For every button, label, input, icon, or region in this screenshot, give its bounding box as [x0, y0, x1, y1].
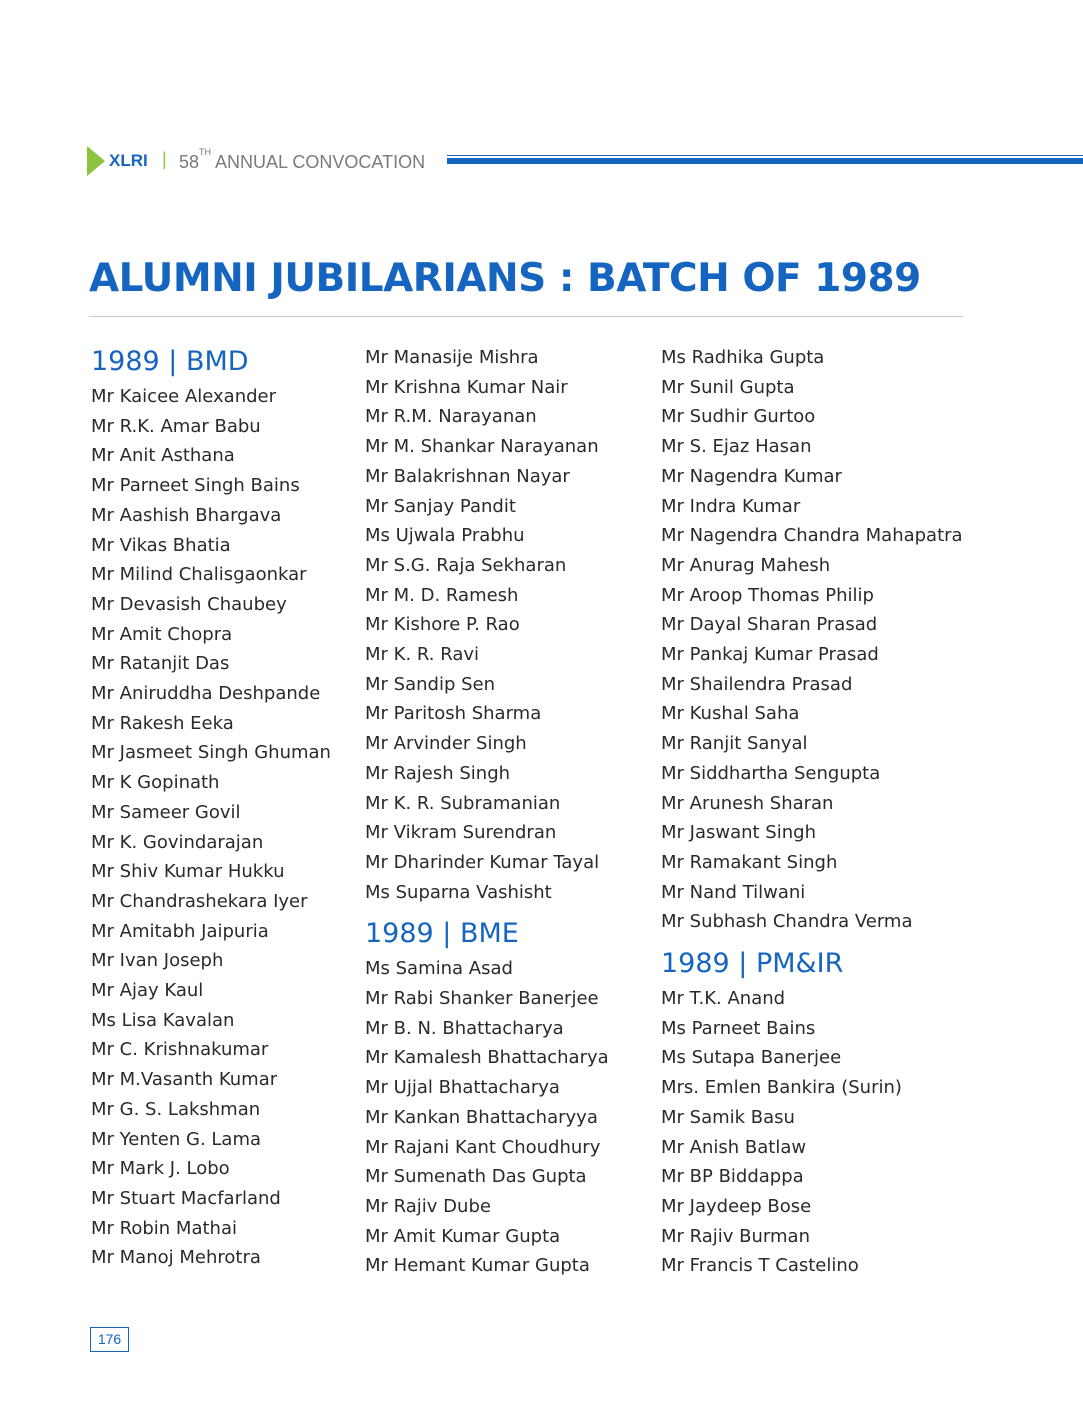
list-item: Mr Rabi Shanker Banerjee: [365, 988, 599, 1010]
list-item: Ms Samina Asad: [365, 958, 513, 980]
name-list-bmd: [91, 382, 331, 1273]
list-item: Mr Amitabh Jaipuria: [91, 920, 269, 942]
list-item: Mr Arvinder Singh: [365, 733, 527, 755]
list-item: Mr Rakesh Eeka: [91, 712, 234, 734]
list-item: Mr Robin Mathai: [91, 1217, 237, 1239]
list-item: Mr Kamalesh Bhattacharya: [365, 1047, 609, 1069]
list-item: Mr Dharinder Kumar Tayal: [365, 851, 600, 873]
list-item: Mr Stuart Macfarland: [91, 1187, 281, 1209]
list-item: Ms Suparna Vashisht: [365, 881, 552, 903]
list-item: Mr Kankan Bhattacharyya: [365, 1106, 598, 1128]
list-item: Mr Jaswant Singh: [661, 822, 816, 844]
list-item: Ms Sutapa Banerjee: [661, 1047, 842, 1069]
list-item: Mr Sameer Govil: [91, 801, 241, 823]
list-item: Mr Amit Chopra: [91, 623, 233, 645]
list-item: Mr Aniruddha Deshpande: [91, 683, 321, 705]
name-list-bme-continued: [661, 343, 963, 937]
list-item: Mr Devasish Chaubey: [91, 593, 287, 615]
list-item: Ms Lisa Kavalan: [91, 1009, 235, 1031]
list-item: Mr M.Vasanth Kumar: [91, 1069, 278, 1091]
list-item: Mr Milind Chalisgaonkar: [91, 564, 307, 586]
list-item: Mr Shiv Kumar Hukku: [91, 861, 285, 883]
convocation-number: 58: [179, 152, 200, 172]
brand-logo: XLRI: [109, 151, 148, 170]
list-item: Mr Siddhartha Sengupta: [661, 762, 881, 784]
list-item: Mr Pankaj Kumar Prasad: [661, 644, 879, 666]
list-item: Mr Samik Basu: [661, 1106, 795, 1128]
list-item: Mr Jaydeep Bose: [661, 1195, 812, 1217]
list-item: Mr G. S. Lakshman: [91, 1098, 261, 1120]
list-item: Mr Sudhir Gurtoo: [661, 406, 816, 428]
running-header: [87, 146, 1083, 176]
convocation-suffix: TH: [199, 147, 212, 157]
list-item: Mr K Gopinath: [91, 772, 220, 794]
list-item: Mr Subhash Chandra Verma: [661, 911, 913, 933]
list-item: Mr K. R. Subramanian: [365, 792, 561, 814]
list-item: Mr K. Govindarajan: [91, 831, 264, 853]
list-item: Mr Manoj Mehrotra: [91, 1247, 261, 1269]
list-item: Mr Nand Tilwani: [661, 881, 806, 903]
list-item: Mr Amit Kumar Gupta: [365, 1225, 561, 1247]
column-3: [661, 343, 963, 1281]
list-item: Mrs. Emlen Bankira (Surin): [661, 1077, 902, 1099]
list-item: Mr Aashish Bhargava: [91, 504, 282, 526]
list-item: Mr BP Biddappa: [661, 1166, 804, 1188]
list-item: Mr Kushal Saha: [661, 703, 800, 725]
list-item: Mr B. N. Bhattacharya: [365, 1017, 564, 1039]
page-title: ALUMNI JUBILARIANS : BATCH OF 1989: [89, 256, 921, 301]
section-heading-bme: 1989 | BME: [365, 918, 519, 950]
list-item: Mr Jasmeet Singh Ghuman: [91, 742, 331, 764]
list-item: Mr Ramakant Singh: [661, 851, 838, 873]
list-item: Mr C. Krishnakumar: [91, 1039, 269, 1061]
list-item: Mr T.K. Anand: [661, 988, 786, 1010]
list-item: Mr Vikas Bhatia: [91, 534, 231, 556]
list-item: Mr Ajay Kaul: [91, 980, 204, 1002]
list-item: Mr Yenten G. Lama: [91, 1128, 262, 1150]
list-item: Mr M. D. Ramesh: [365, 584, 519, 606]
list-item: Mr Shailendra Prasad: [661, 673, 853, 695]
list-item: Mr Sunil Gupta: [661, 376, 795, 398]
list-item: Mr R.K. Amar Babu: [91, 415, 261, 437]
header-rule: [447, 158, 1083, 164]
list-item: Mr Nagendra Kumar: [661, 465, 842, 487]
list-item: Mr Rajiv Dube: [365, 1195, 491, 1217]
title-divider: [89, 316, 963, 317]
list-item: Mr Krishna Kumar Nair: [365, 376, 568, 398]
list-item: Mr Arunesh Sharan: [661, 792, 834, 814]
list-item: Mr Sandip Sen: [365, 673, 495, 695]
list-item: Mr R.M. Narayanan: [365, 406, 537, 428]
list-item: Mr Parneet Singh Bains: [91, 475, 300, 497]
convocation-text: ANNUAL CONVOCATION: [215, 152, 426, 172]
section-heading-bmd: 1989 | BMD: [91, 346, 249, 377]
list-item: Mr Anit Asthana: [91, 445, 235, 467]
list-item: Mr Hemant Kumar Gupta: [365, 1255, 590, 1277]
list-item: Mr Anurag Mahesh: [661, 554, 831, 576]
list-item: Mr K. R. Ravi: [365, 644, 480, 666]
name-list-pmir: [661, 984, 963, 1281]
list-item: Mr Mark J. Lobo: [91, 1158, 230, 1180]
list-item: Mr Rajesh Singh: [365, 762, 511, 784]
list-item: Mr Francis T Castelino: [661, 1255, 859, 1277]
list-item: Mr Ranjit Sanyal: [661, 733, 808, 755]
list-item: Mr Dayal Sharan Prasad: [661, 614, 878, 636]
column-1: [91, 343, 331, 1273]
list-item: Ms Radhika Gupta: [661, 347, 825, 368]
list-item: Mr Ratanjit Das: [91, 653, 230, 675]
list-item: Mr Balakrishnan Nayar: [365, 465, 570, 487]
list-item: Mr Manasije Mishra: [365, 347, 539, 368]
list-item: Mr S.G. Raja Sekharan: [365, 554, 567, 576]
page-number: 176: [90, 1327, 129, 1352]
list-item: Mr Chandrashekara Iyer: [91, 890, 308, 912]
list-item: Mr Rajani Kant Choudhury: [365, 1136, 601, 1158]
list-item: Mr Nagendra Chandra Mahapatra: [661, 525, 963, 547]
header-separator: |: [162, 149, 167, 169]
list-item: Ms Parneet Bains: [661, 1017, 816, 1039]
arrow-icon: [87, 146, 105, 176]
name-list-bmd-continued: [365, 343, 609, 907]
column-2: [365, 343, 609, 1281]
list-item: Mr S. Ejaz Hasan: [661, 436, 812, 458]
list-item: Mr Ivan Joseph: [91, 950, 224, 972]
list-item: Mr M. Shankar Narayanan: [365, 436, 599, 458]
name-list-bme: [365, 954, 609, 1281]
convocation-label: [179, 147, 426, 173]
list-item: Mr Anish Batlaw: [661, 1136, 807, 1158]
list-item: Mr Sumenath Das Gupta: [365, 1166, 587, 1188]
list-item: Mr Ujjal Bhattacharya: [365, 1077, 560, 1099]
list-item: Mr Sanjay Pandit: [365, 495, 516, 517]
list-item: Mr Aroop Thomas Philip: [661, 584, 874, 606]
list-item: Mr Vikram Surendran: [365, 822, 557, 844]
list-item: Ms Ujwala Prabhu: [365, 525, 525, 547]
list-item: Mr Rajiv Burman: [661, 1225, 810, 1247]
list-item: Mr Indra Kumar: [661, 495, 801, 517]
list-item: Mr Paritosh Sharma: [365, 703, 542, 725]
list-item: Mr Kaicee Alexander: [91, 386, 277, 407]
list-item: Mr Kishore P. Rao: [365, 614, 520, 636]
section-heading-pmir: 1989 | PM&IR: [661, 948, 844, 980]
